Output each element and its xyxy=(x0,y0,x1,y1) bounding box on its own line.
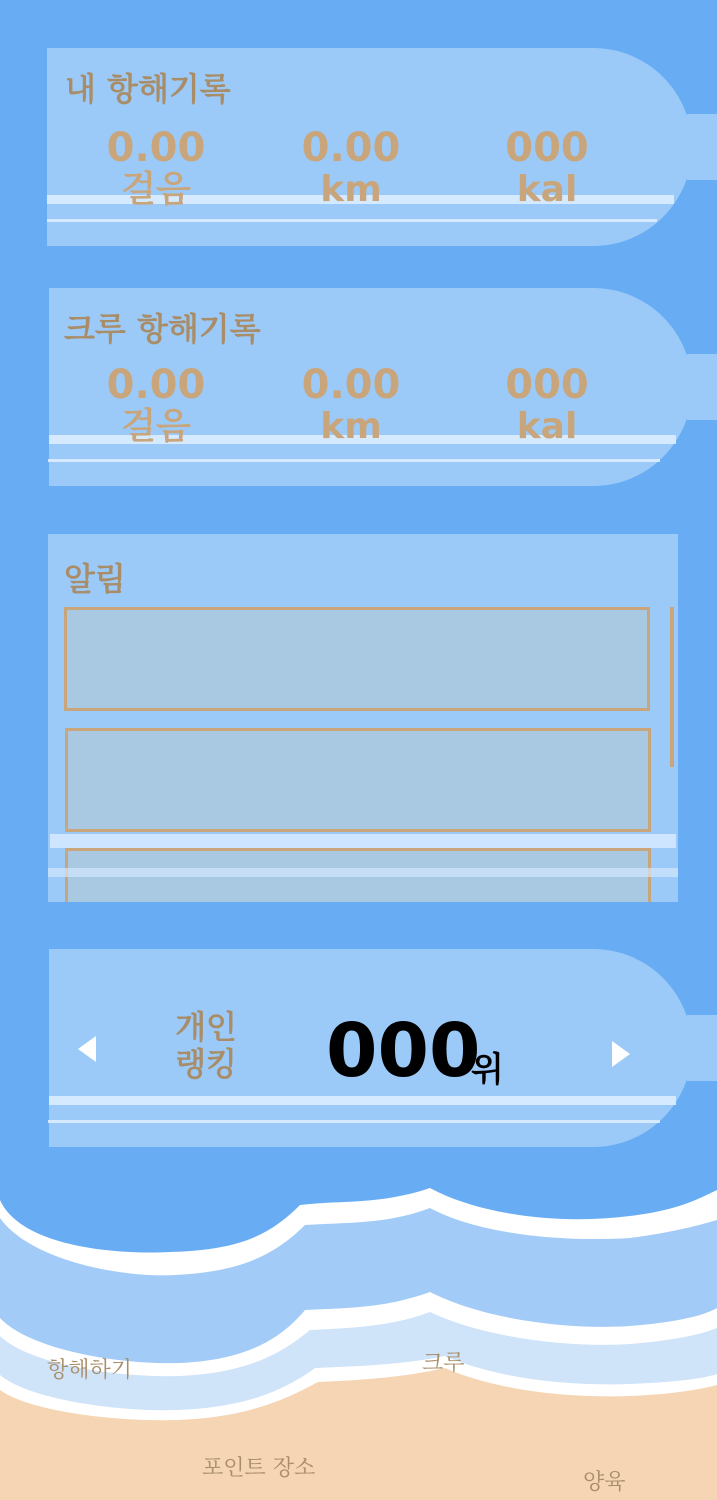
crew-calorie-stat xyxy=(467,363,627,447)
my-calorie-value: 000 xyxy=(505,125,589,171)
nav-point-place[interactable]: 포인트 장소 xyxy=(202,1456,316,1481)
crew-steps-unit: 걸음 xyxy=(121,406,191,447)
notification-title: 알림 xyxy=(64,560,126,598)
crew-steps-value: 0.00 xyxy=(106,362,206,408)
my-distance-stat xyxy=(271,126,431,210)
crew-steps-stat xyxy=(76,363,236,447)
my-steps-stat xyxy=(76,126,236,210)
ranking-next-arrow-icon[interactable] xyxy=(612,1041,630,1067)
crew-record-card xyxy=(49,288,717,486)
my-steps-value: 0.00 xyxy=(106,125,206,171)
my-steps-unit: 걸음 xyxy=(121,169,191,210)
crew-record-title: 크루 항해기록 xyxy=(64,310,261,348)
crew-distance-stat xyxy=(271,363,431,447)
my-distance-unit: km xyxy=(320,169,382,210)
notification-divider xyxy=(48,868,678,877)
ranking-label-line2: 랭킹 xyxy=(175,1045,237,1083)
ranking-value: 000 xyxy=(326,1008,481,1094)
nav-sail[interactable]: 항해하기 xyxy=(47,1358,133,1383)
crew-calorie-value: 000 xyxy=(505,362,589,408)
my-calorie-unit: kal xyxy=(516,169,578,210)
nav-crew[interactable]: 크루 xyxy=(422,1351,465,1376)
my-distance-value: 0.00 xyxy=(301,125,401,171)
ranking-suffix: 위 xyxy=(471,1050,504,1090)
my-record-title: 내 항해기록 xyxy=(65,70,231,108)
ranking-label xyxy=(161,1009,251,1083)
my-record-card xyxy=(47,48,717,246)
crew-distance-value: 0.00 xyxy=(301,362,401,408)
bottom-waves xyxy=(0,1160,717,1500)
notification-panel xyxy=(48,534,678,902)
ranking-prev-arrow-icon[interactable] xyxy=(78,1036,96,1062)
notification-item[interactable] xyxy=(65,728,651,832)
nav-raise[interactable]: 양육 xyxy=(583,1470,626,1495)
crew-distance-unit: km xyxy=(320,406,382,447)
notification-divider xyxy=(50,834,676,848)
ranking-card xyxy=(49,949,717,1147)
ranking-label-line1: 개인 xyxy=(175,1008,237,1046)
notification-item[interactable] xyxy=(64,607,650,711)
notification-scrollbar[interactable] xyxy=(670,607,674,767)
crew-calorie-unit: kal xyxy=(516,406,578,447)
my-calorie-stat xyxy=(467,126,627,210)
